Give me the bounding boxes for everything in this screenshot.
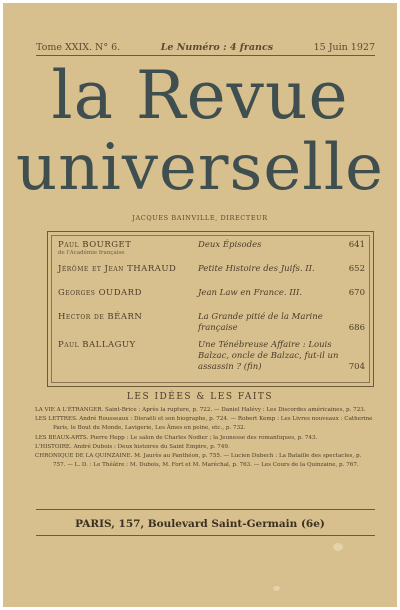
idees-list (35, 406, 375, 470)
toc-author: Paul BOURGET (58, 240, 132, 250)
title-line-2: universelle (15, 131, 385, 205)
imprint-rule-top (36, 509, 375, 510)
section-title: LES IDÉES & LES FAITS (126, 392, 274, 402)
table-of-contents (47, 231, 374, 387)
paper-stain (333, 543, 343, 551)
idees-item (35, 415, 375, 433)
idees-item (35, 434, 375, 443)
paper-stain (273, 586, 280, 591)
idees-label: L'HISTOIRE. (35, 443, 72, 450)
toc-author: Paul BALLAGUY (58, 340, 136, 350)
toc-entry (58, 312, 365, 336)
idees-item (35, 406, 375, 415)
toc-author: Georges OUDARD (58, 288, 142, 298)
toc-page: 670 (348, 288, 365, 298)
toc-page: 704 (348, 362, 365, 372)
issue-date: 15 Juin 1927 (313, 42, 375, 53)
toc-work: Deux Épisodes (198, 240, 262, 250)
idees-label: LA VIE A L'ÉTRANGER. (35, 407, 104, 413)
issue-header (36, 42, 375, 53)
toc-inner-frame (51, 235, 370, 383)
director-credit: JACQUES BAINVILLE, DIRECTEUR (132, 214, 268, 222)
toc-author: Hector de BÉARN (58, 312, 143, 322)
toc-author-note: de l'Académie française (58, 250, 125, 256)
toc-entry (58, 288, 365, 302)
toc-work: La Grande pitié de la Marine française (198, 312, 323, 333)
toc-work: Petite Histoire des Juifs. II. (198, 264, 315, 274)
publisher-imprint: PARIS, 157, Boulevard Saint-Germain (6e) (75, 518, 325, 530)
idees-text: Pierre Hepp : Le salon de Charles Nodier ; la Jeunesse des romantiques, p. 743. (90, 434, 318, 441)
title-line-1: la Revue (51, 57, 349, 134)
idees-item (35, 452, 375, 470)
toc-page: 686 (348, 323, 365, 333)
toc-page: 652 (348, 264, 365, 274)
idees-text: Saint-Brice : Après la rupture, p. 722. — Daniel Halévy : Les Discordes américaines, p. 723. (105, 407, 366, 413)
toc-entry (58, 240, 365, 262)
idees-text: M. Jaurès au Panthéon, p. 755. — Lucien Dubech : La Bataille des spectacles, p. 757. — L. D. : Le Théâtre : M. Dubois, M. Fort et M. Maréchal, p. 763. — Les Cours de la Quinzaine, p. 767. (53, 453, 362, 469)
imprint-rule-bottom (36, 535, 375, 536)
toc-entry (58, 340, 365, 376)
idees-label: CHRONIQUE DE LA QUINZAINE. (35, 453, 133, 460)
header-rule (36, 55, 375, 56)
idees-label: LES BEAUX-ARTS. (35, 434, 89, 441)
idees-text: André Rousseaux : Disraëli et son biographe, p. 724. — Robert Kemp : Les Livres nouveaux : Catherine Paris, le Bout du Monde, Lavigerie, Les Âmes en peine, etc., p. 732. (53, 416, 373, 432)
idees-text: André Dubois : Deux histoires du Saint Empire, p. 749. (73, 443, 230, 450)
idees-item (35, 443, 375, 452)
toc-work: Jean Law en France. III. (198, 288, 303, 298)
issue-price: Le Numéro : 4 francs (160, 42, 274, 53)
toc-page: 641 (348, 240, 365, 250)
toc-author: Jérôme et Jean THARAUD (58, 264, 177, 274)
tome-number: Tome XXIX. N° 6. (36, 42, 121, 53)
magazine-cover (3, 3, 397, 607)
toc-entry (58, 264, 365, 278)
idees-label: LES LETTRES. (35, 416, 78, 423)
toc-work: Une Ténébreuse Affaire : Louis Balzac, oncle de Balzac, fut-il un assassin ? (fin) (198, 340, 339, 372)
